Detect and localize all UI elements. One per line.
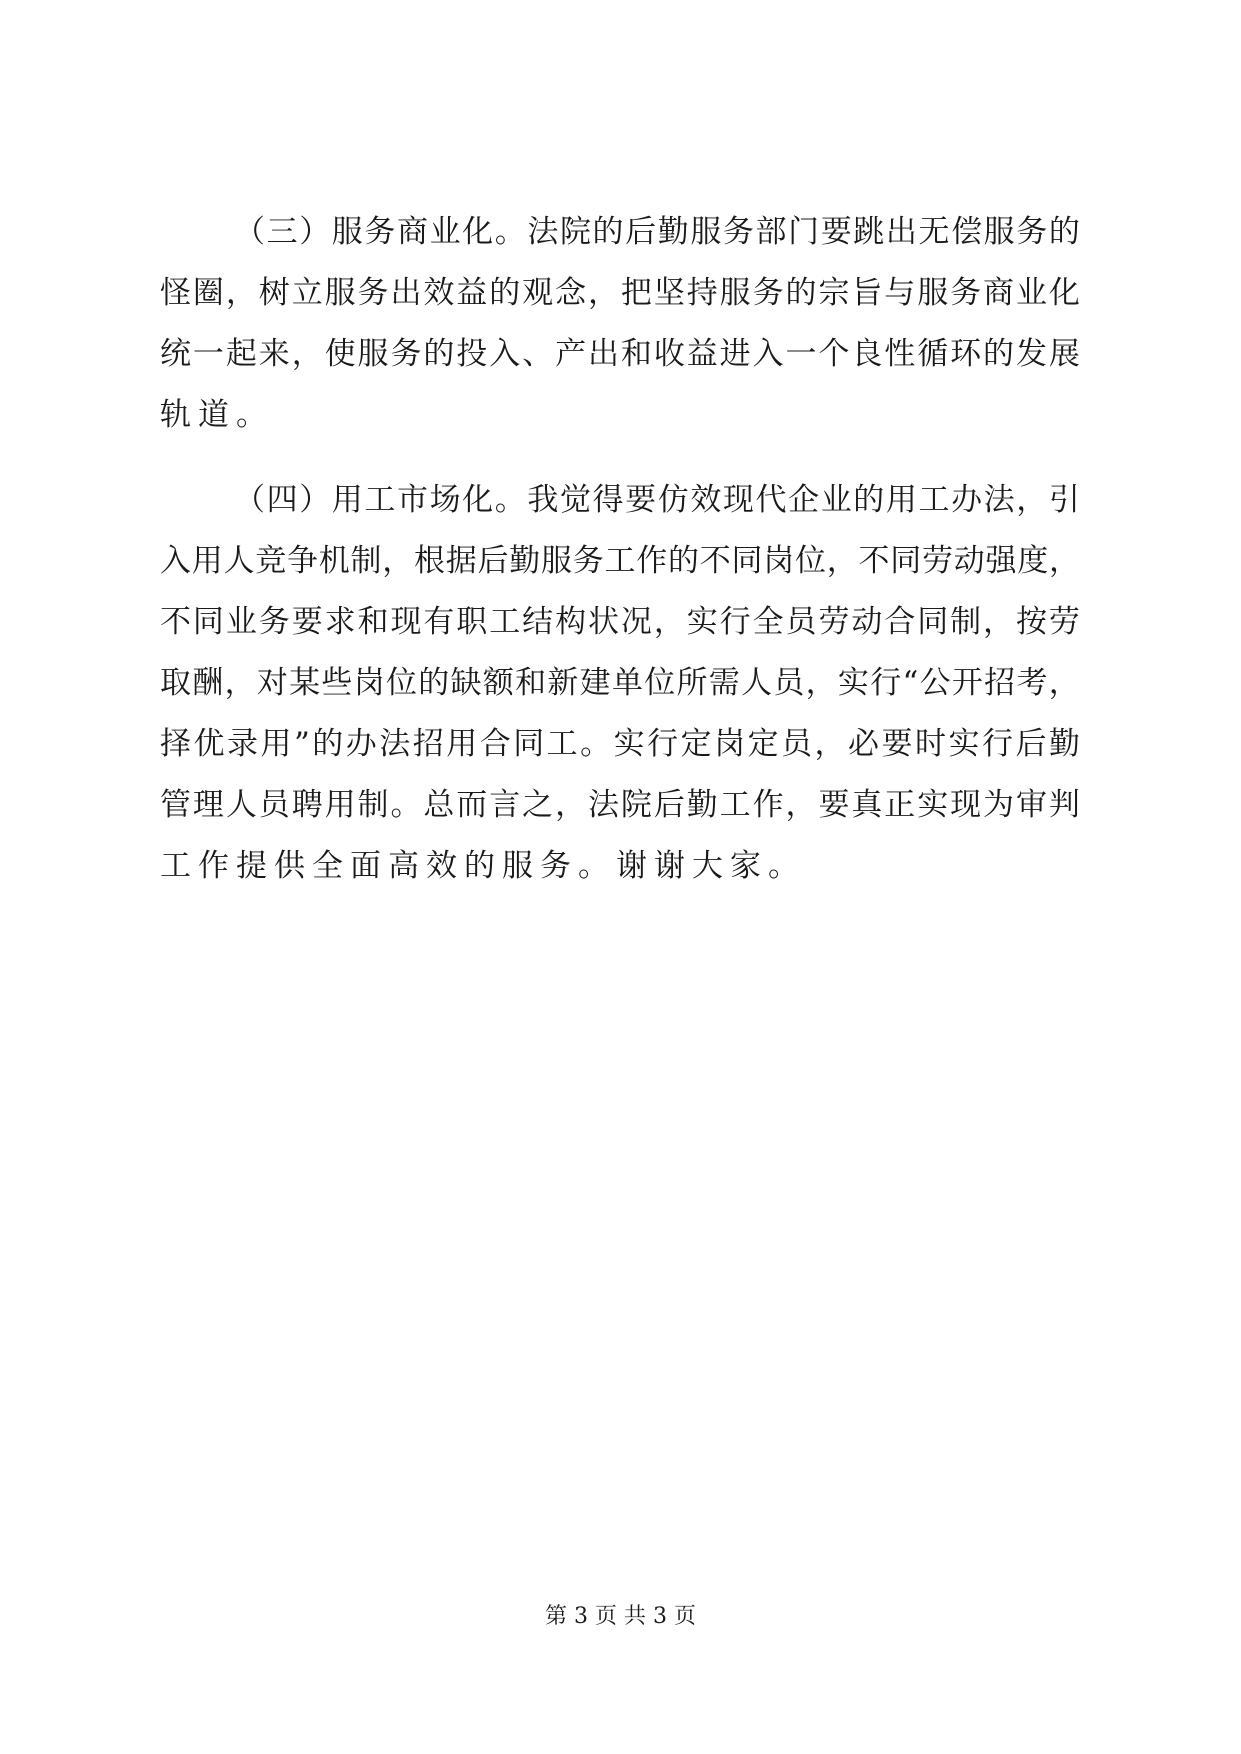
text-glyph: 的 — [312, 726, 344, 762]
text-glyph: 业 — [820, 482, 852, 518]
text-glyph: ， — [826, 543, 858, 579]
text-glyph: ， — [291, 336, 323, 372]
text-glyph: 争 — [287, 543, 318, 579]
text-glyph: 循 — [917, 336, 949, 372]
text-glyph: 判 — [1048, 787, 1080, 823]
text-glyph: 真 — [851, 787, 883, 823]
text-glyph: （ — [234, 214, 265, 250]
text-glyph: 开 — [951, 665, 983, 701]
text-glyph: 出 — [390, 275, 422, 311]
text-glyph: 作 — [636, 543, 668, 579]
text-glyph: 现 — [950, 787, 982, 823]
text-glyph: 用 — [324, 787, 356, 823]
text-glyph: 人 — [225, 787, 257, 823]
text-glyph: 。 — [494, 482, 526, 518]
text-glyph: 进 — [719, 336, 751, 372]
text-glyph: 招 — [412, 726, 444, 762]
text-glyph: 法 — [983, 482, 1015, 518]
text-glyph: 效 — [690, 482, 722, 518]
text-glyph: 服 — [917, 275, 949, 311]
text-glyph: 必 — [848, 726, 880, 762]
text-line — [160, 202, 1080, 263]
text-glyph: 的 — [489, 275, 521, 311]
text-line — [160, 714, 1080, 775]
text-glyph: 跳 — [853, 214, 885, 250]
text-glyph: 审 — [1015, 787, 1047, 823]
text-glyph: 用 — [191, 543, 223, 579]
text-glyph: 度 — [1017, 543, 1049, 579]
text-glyph: 务 — [722, 214, 754, 250]
text-glyph: 来 — [258, 336, 290, 372]
text-line — [160, 470, 1080, 531]
text-glyph: 院 — [559, 214, 591, 250]
text-glyph: ， — [555, 787, 587, 823]
text-glyph: 制 — [350, 543, 382, 579]
text-glyph: 办 — [951, 482, 983, 518]
paragraph-employment-marketization — [160, 470, 1080, 897]
text-glyph: 一 — [785, 336, 817, 372]
text-line — [160, 653, 1080, 714]
paragraph-services-commercialization — [160, 202, 1080, 446]
text-line: 轨道。 — [160, 397, 274, 433]
text-glyph: 用 — [446, 726, 478, 762]
text-glyph: ， — [1048, 665, 1080, 701]
text-glyph: 位 — [385, 665, 417, 701]
text-glyph: 行 — [647, 726, 679, 762]
text-glyph: 些 — [321, 665, 353, 701]
text-glyph: 服 — [983, 214, 1015, 250]
text-glyph: 使 — [324, 336, 356, 372]
text-glyph: 要 — [820, 214, 852, 250]
text-glyph: 员 — [258, 787, 290, 823]
text-glyph: 出 — [587, 336, 619, 372]
text-glyph: 招 — [984, 665, 1016, 701]
text-glyph: 。 — [390, 787, 422, 823]
text-glyph: 服 — [357, 336, 389, 372]
text-glyph: 新 — [547, 665, 579, 701]
text-glyph: 引 — [1048, 482, 1080, 518]
text-glyph: 状 — [587, 604, 619, 640]
text-glyph: 后 — [1015, 726, 1047, 762]
text-glyph: 聘 — [291, 787, 323, 823]
text-glyph: 据 — [445, 543, 477, 579]
text-glyph: 务 — [572, 543, 604, 579]
text-glyph: 树 — [258, 275, 290, 311]
text-glyph: 代 — [755, 482, 787, 518]
text-glyph: 三 — [266, 214, 298, 250]
text-glyph: ， — [382, 543, 414, 579]
text-glyph: 机 — [318, 543, 350, 579]
text-glyph: 正 — [884, 787, 916, 823]
text-glyph: 取 — [160, 665, 191, 701]
text-glyph: 商 — [983, 275, 1015, 311]
text-glyph: 同 — [917, 604, 949, 640]
text-glyph: 人 — [223, 543, 255, 579]
text-glyph: 服 — [324, 275, 356, 311]
text-glyph: 的 — [418, 665, 450, 701]
text-glyph: 不 — [160, 604, 191, 640]
text-glyph: 性 — [884, 336, 916, 372]
text-glyph: 酬 — [192, 665, 224, 701]
text-glyph: 观 — [522, 275, 554, 311]
text-glyph: 的 — [785, 275, 817, 311]
text-glyph: 同 — [731, 543, 763, 579]
text-glyph: 化 — [1048, 275, 1080, 311]
text-glyph: 圈 — [192, 275, 224, 311]
text-glyph: 优 — [193, 726, 225, 762]
text-glyph: 要 — [625, 482, 657, 518]
text-glyph: 的 — [983, 336, 1015, 372]
text-glyph: 工 — [489, 604, 521, 640]
text-glyph: 实 — [613, 726, 645, 762]
text-glyph: 行 — [719, 604, 751, 640]
text-glyph: 动 — [851, 604, 883, 640]
text-glyph: 发 — [1015, 336, 1047, 372]
text-glyph: 录 — [226, 726, 258, 762]
text-glyph: 言 — [489, 787, 521, 823]
text-glyph: ， — [587, 275, 619, 311]
text-glyph: 部 — [755, 214, 787, 250]
text-glyph: 要 — [291, 604, 323, 640]
text-line — [160, 775, 1080, 836]
text-glyph: 勤 — [509, 543, 541, 579]
text-glyph: 根 — [414, 543, 445, 579]
text-glyph: 总 — [423, 787, 455, 823]
text-glyph: 务 — [364, 214, 396, 250]
text-glyph: ” — [293, 726, 310, 762]
text-glyph: 的 — [592, 214, 624, 250]
text-glyph: 同 — [192, 604, 224, 640]
text-glyph: 不 — [699, 543, 731, 579]
text-glyph: 考 — [1016, 665, 1048, 701]
text-glyph: 用 — [885, 482, 917, 518]
text-glyph: ， — [224, 665, 256, 701]
text-glyph: 时 — [915, 726, 946, 762]
text-line — [160, 592, 1080, 653]
text-glyph: 旨 — [851, 275, 883, 311]
text-glyph: 定 — [680, 726, 712, 762]
text-glyph: 行 — [981, 726, 1013, 762]
text-glyph: 务 — [1016, 214, 1048, 250]
text-line: 工作提供全面高效的服务。谢谢大家。 — [160, 848, 806, 884]
text-glyph: 劳 — [1048, 604, 1080, 640]
text-glyph: 有 — [423, 604, 455, 640]
text-glyph: 入 — [752, 336, 784, 372]
text-glyph: ， — [1049, 543, 1080, 579]
text-glyph: 立 — [291, 275, 323, 311]
text-glyph: 合 — [884, 604, 916, 640]
text-glyph: 后 — [477, 543, 509, 579]
text-glyph: 劳 — [818, 604, 850, 640]
text-glyph: 效 — [423, 275, 455, 311]
text-glyph: 服 — [690, 214, 722, 250]
text-glyph: 额 — [482, 665, 514, 701]
text-glyph: 业 — [429, 214, 461, 250]
text-glyph: 后 — [625, 214, 657, 250]
text-glyph: 作 — [752, 787, 784, 823]
text-glyph: 要 — [818, 787, 850, 823]
text-glyph: ， — [653, 604, 685, 640]
text-glyph: 行 — [870, 665, 902, 701]
text-glyph: 建 — [579, 665, 611, 701]
text-glyph: 之 — [522, 787, 554, 823]
text-glyph: 所 — [676, 665, 708, 701]
text-glyph: 服 — [719, 275, 751, 311]
text-glyph: 院 — [620, 787, 652, 823]
text-glyph: 的 — [423, 336, 455, 372]
text-glyph: 服 — [331, 214, 363, 250]
text-glyph: 市 — [396, 482, 428, 518]
text-glyph: 、 — [522, 336, 554, 372]
text-glyph: 起 — [225, 336, 257, 372]
text-glyph: 与 — [884, 275, 916, 311]
text-glyph: 化 — [462, 214, 494, 250]
text-glyph: 工 — [364, 482, 396, 518]
text-glyph: ） — [299, 214, 331, 250]
text-glyph: 务 — [950, 275, 982, 311]
text-glyph: 岗 — [763, 543, 795, 579]
text-line — [160, 263, 1080, 324]
text-glyph: 收 — [653, 336, 685, 372]
text-glyph: 和 — [357, 604, 389, 640]
text-glyph: 和 — [620, 336, 652, 372]
text-glyph: 的 — [668, 543, 699, 579]
text-glyph: 竞 — [255, 543, 287, 579]
text-glyph: 入 — [160, 543, 191, 579]
text-glyph: 构 — [555, 604, 587, 640]
text-glyph: 投 — [456, 336, 488, 372]
text-line — [160, 531, 1080, 592]
text-glyph: 全 — [752, 604, 784, 640]
text-glyph: 个 — [818, 336, 850, 372]
text-glyph: 入 — [489, 336, 521, 372]
text-glyph: 法 — [379, 726, 411, 762]
text-glyph: 需 — [708, 665, 740, 701]
text-glyph: 实 — [837, 665, 869, 701]
text-glyph: 工 — [918, 482, 950, 518]
text-glyph: 法 — [587, 787, 619, 823]
text-glyph: ） — [299, 482, 331, 518]
text-glyph: 我 — [527, 482, 559, 518]
text-glyph: 为 — [983, 787, 1015, 823]
text-glyph: 单 — [611, 665, 643, 701]
text-glyph: 定 — [747, 726, 779, 762]
text-glyph: 实 — [948, 726, 980, 762]
text-glyph: ， — [1016, 482, 1048, 518]
text-glyph: 和 — [515, 665, 547, 701]
text-glyph: 四 — [266, 482, 298, 518]
text-glyph: 持 — [686, 275, 718, 311]
text-glyph: 务 — [752, 275, 784, 311]
text-glyph: 劳 — [922, 543, 953, 579]
text-glyph: 的 — [853, 482, 885, 518]
text-glyph: 而 — [456, 787, 488, 823]
document-body — [160, 202, 1080, 897]
text-glyph: 良 — [851, 336, 883, 372]
text-glyph: 仿 — [657, 482, 689, 518]
text-glyph: 按 — [1015, 604, 1047, 640]
text-glyph: 化 — [462, 482, 494, 518]
text-glyph: 不 — [858, 543, 890, 579]
text-glyph: 岗 — [353, 665, 385, 701]
text-glyph: 位 — [795, 543, 826, 579]
text-glyph: 服 — [541, 543, 572, 579]
text-glyph: 职 — [456, 604, 488, 640]
text-glyph: 动 — [953, 543, 985, 579]
text-glyph: 商 — [396, 214, 428, 250]
text-glyph: 制 — [950, 604, 982, 640]
text-glyph: 岗 — [714, 726, 746, 762]
text-glyph: 后 — [653, 787, 685, 823]
text-line — [160, 324, 1080, 385]
text-glyph: 同 — [513, 726, 545, 762]
text-glyph: 用 — [331, 482, 363, 518]
text-glyph: 场 — [429, 482, 461, 518]
text-glyph: 现 — [390, 604, 422, 640]
text-glyph: 宗 — [818, 275, 850, 311]
text-glyph: 务 — [258, 604, 290, 640]
text-glyph: 益 — [456, 275, 488, 311]
text-glyph: 勤 — [1048, 726, 1080, 762]
text-glyph: 。 — [580, 726, 612, 762]
text-glyph: ， — [785, 787, 817, 823]
text-glyph: ， — [225, 275, 257, 311]
text-glyph: 统 — [160, 336, 191, 372]
text-glyph: 理 — [192, 787, 224, 823]
text-glyph: 得 — [592, 482, 624, 518]
text-glyph: 益 — [686, 336, 718, 372]
text-glyph: 用 — [260, 726, 292, 762]
text-glyph: 怪 — [160, 275, 191, 311]
text-glyph: 门 — [788, 214, 820, 250]
text-glyph: 某 — [289, 665, 321, 701]
text-glyph: 勤 — [657, 214, 689, 250]
text-glyph: 制 — [357, 787, 389, 823]
text-glyph: 出 — [885, 214, 917, 250]
text-glyph: 工 — [604, 543, 636, 579]
text-glyph: 业 — [225, 604, 257, 640]
text-glyph: 展 — [1048, 336, 1080, 372]
text-glyph: （ — [234, 482, 265, 518]
text-glyph: 偿 — [951, 214, 983, 250]
text-glyph: 念 — [555, 275, 587, 311]
text-glyph: 求 — [324, 604, 356, 640]
text-glyph: 实 — [917, 787, 949, 823]
text-glyph: 员 — [785, 604, 817, 640]
text-glyph: 合 — [479, 726, 511, 762]
text-glyph: 把 — [620, 275, 652, 311]
text-glyph: 务 — [357, 275, 389, 311]
text-glyph: 工 — [719, 787, 751, 823]
text-glyph: 位 — [644, 665, 676, 701]
text-glyph: 业 — [1015, 275, 1047, 311]
text-glyph: 管 — [160, 787, 191, 823]
text-glyph: 员 — [773, 665, 805, 701]
text-glyph: 同 — [890, 543, 922, 579]
text-glyph: ， — [814, 726, 846, 762]
text-glyph: 现 — [722, 482, 754, 518]
text-glyph: 员 — [781, 726, 813, 762]
text-glyph: 实 — [686, 604, 718, 640]
text-glyph: 。 — [494, 214, 526, 250]
text-glyph: 环 — [950, 336, 982, 372]
text-glyph: 办 — [345, 726, 377, 762]
text-glyph: 结 — [522, 604, 554, 640]
text-glyph: 产 — [555, 336, 587, 372]
text-glyph: 况 — [620, 604, 652, 640]
text-glyph: ， — [983, 604, 1015, 640]
text-glyph: 强 — [985, 543, 1017, 579]
text-glyph: 工 — [546, 726, 578, 762]
text-glyph: ， — [805, 665, 837, 701]
text-glyph: 务 — [390, 336, 422, 372]
text-glyph: 勤 — [686, 787, 718, 823]
text-glyph: 要 — [881, 726, 913, 762]
text-glyph: 无 — [918, 214, 950, 250]
text-glyph: 坚 — [653, 275, 685, 311]
text-glyph: 公 — [919, 665, 951, 701]
text-glyph: 企 — [788, 482, 820, 518]
text-glyph: 觉 — [559, 482, 591, 518]
text-glyph: 缺 — [450, 665, 482, 701]
page-number-footer: 第 3 页 共 3 页 — [545, 1604, 696, 1629]
text-glyph: “ — [902, 665, 919, 701]
text-glyph: 法 — [527, 214, 559, 250]
text-glyph: 一 — [192, 336, 224, 372]
text-glyph: 对 — [256, 665, 288, 701]
text-glyph: 的 — [1048, 214, 1080, 250]
text-glyph: 择 — [160, 726, 191, 762]
text-glyph: 人 — [741, 665, 773, 701]
